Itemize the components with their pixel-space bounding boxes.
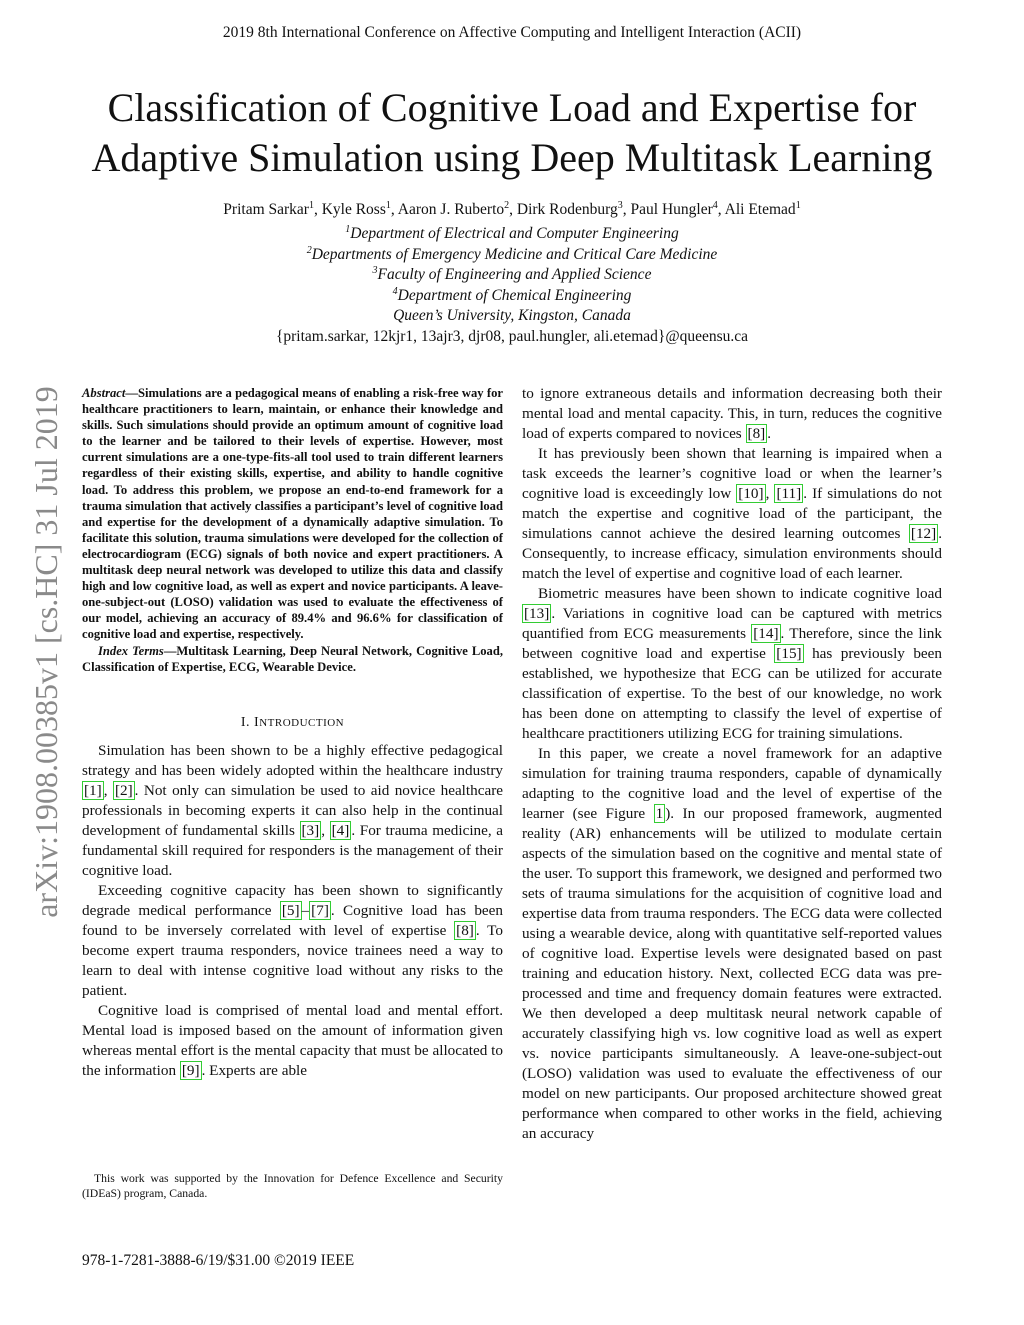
index-terms [82,643,503,675]
citation-link[interactable]: 1 [655,805,664,822]
affiliation-text: Department of Chemical Engineering [397,286,632,304]
affiliation-mark: 1 [345,223,351,235]
abstract [82,385,503,643]
citation-link[interactable]: [4] [331,821,350,839]
citation-link[interactable]: [2] [114,781,133,799]
section-number: I. [240,714,251,730]
author-affiliation-mark: 1 [385,199,391,211]
citation-link[interactable]: [5] [281,901,300,919]
citation-link[interactable]: [14] [753,625,779,642]
affiliation-line [0,224,1024,245]
funding-footnote: This work was supported by the Innovation for Defence Excellence and Security (IDEaS) program, Canada. [82,1172,503,1200]
body-paragraph: Exceeding cognitive capacity has been shown to significantly degrade medical performance [5] – [7] . Cognitive load has been found to be inversely correlated with level of expertise [8] . To become expert trauma responders, novice trainees need a way to learn to deal with intense cognitive load without any risks to the patient. [82,881,503,999]
affiliation-mark: 2 [306,244,312,256]
author-affiliation-mark: 4 [712,199,718,211]
citation-link[interactable]: [11] [776,485,802,502]
section-heading-introduction [82,715,503,731]
paper-title [40,83,984,183]
body-paragraph: to ignore extraneous details and information decreasing both their mental load and mental capacity. This, in turn, reduces the cognitive load of experts compared to novices [8] . [522,385,942,442]
citation-link[interactable]: [15] [776,645,802,662]
affiliation-mark: 4 [392,285,398,297]
author-name: Paul Hungler [630,201,713,218]
body-paragraph: Biometric measures have been shown to indicate cognitive load [13] . Variations in cognitive load can be captured with metrics quantified from ECG measurements [14] . Therefore, since the link between cognitive load and expertise [15] has previously been established, we hypothesize that ECG can be utilized for accurate classification of expertise. To the best of our knowledge, no work has been done on attempting to classify the level of expertise of healthcare practitioners utilizing ECG for training simulations. [522,585,943,742]
citation-link[interactable]: [10] [738,485,764,502]
conference-header: 2019 8th International Conference on Affective Computing and Intelligent Interaction (ACII) [222,24,802,41]
author-emails: {pritam.sarkar, 12kjr1, 13ajr3, djr08, paul.hungler, ali.etemad}@queensu.ca [275,327,749,345]
author-affiliation-mark: 1 [795,199,801,211]
author-affiliation-mark: 1 [308,199,314,211]
intro-right-text [522,384,942,1144]
body-paragraph: Cognitive load is comprised of mental load and mental effort. Mental load is imposed based on the amount of information given whereas mental effort is the mental capacity that must be allocated to the information [9] . Experts are able [82,1001,503,1079]
section-title-rest: NTRODUCTION [259,716,345,729]
citation-link[interactable]: [7] [311,901,329,919]
affiliation-line [0,245,1024,266]
author-affiliation-mark: 2 [504,199,510,211]
index-terms-label: Index Terms [98,643,164,658]
affiliations [0,224,1024,348]
author-name: Aaron J. Ruberto [397,201,505,218]
abstract-label: Abstract [82,386,126,400]
author-name: Kyle Ross [321,201,386,218]
index-terms-text: —Multitask Learning, Deep Neural Network, Cognitive Load, Classification of Expertise, ECG, Wearable Device. [82,643,503,674]
author-name: Pritam Sarkar [223,201,309,218]
citation-link[interactable]: [12] [910,525,937,542]
university: Queen’s University, Kingston, Canada [393,307,631,325]
body-paragraph: In this paper, we create a novel framework for an adaptive simulation for training trauma responders, capable of dynamically adapting to the cognitive load and the level of expertise of the learner (see Figure 1 ). In our proposed framework, augmented reality (AR) enhancements will be utilized to modulate certain aspects of the simulation based on the cognitive and mental state of the user. To support this framework, we designed and performed two sets of trauma simulations for the acquisition of cognitive load and expertise data from trauma responders. The ECG data were collected using a wearable device, along with quantitative self-reported values of cognitive load. Expertise levels were designated based on past training and education history. Next, collected ECG data was pre-processed and time and frequency domain features were extracted. We then developed a deep multitask neural network capable of accurately classifying high vs. low cognitive load as well as expert vs. novice participants simultaneously. A leave-one-subject-out (LOSO) validation was used to evaluate the effectiveness of our model on new participants. Our proposed architecture showed great performance when compared to other works in the field, achieving an accuracy [522,745,942,1142]
body-paragraph: It has previously been shown that learning is impaired when a task exceeds the learner’s cognitive load or when the learner’s cognitive load is exceedingly low [10] , [11] . If simulations do not match the expertise and cognitive load of the participant, the simulations cannot achieve the desired learning outcomes [12] . Consequently, to increase efficacy, simulation environments should match the level of expertise and cognitive load of each learner. [522,445,943,582]
body-paragraph: Simulation has been shown to be a highly effective pedagogical strategy and has been widely adopted within the healthcare industry [1] , [2] . Not only can simulation be used to aid novice healthcare professionals in becoming experts it can also help in the continual development of fundamental skills [3] , [4] . For trauma medicine, a fundamental skill required for responders is the management of their cognitive load. [82,741,504,879]
affiliation-line [0,265,1024,286]
left-column [82,385,503,1081]
affiliation-text: Department of Electrical and Computer Engineering [350,225,679,242]
citation-link[interactable]: [8] [456,921,474,939]
citation-link[interactable]: [8] [747,425,766,442]
author-name: Dirk Rodenburg [516,201,618,218]
right-column [522,384,942,1144]
citation-link[interactable]: [9] [181,1061,200,1079]
title-line-2: Adaptive Simulation using Deep Multitask Learning [91,135,933,180]
author-list: Pritam Sarkar$^1$, Kyle Ross$^1$, Aaron J. Ruberto$^2$, Dirk Rodenburg$^3$, Paul Hungler$^4$, Ali Etemad$^1$ [223,199,801,218]
author-affiliation-mark: 3 [617,199,623,211]
affiliation-text: Departments of Emergency Medicine and Critical Care Medicine [311,245,718,263]
citation-link[interactable]: [3] [301,821,320,839]
affiliation-text: Faculty of Engineering and Applied Science [377,266,652,284]
section-initial: I [254,714,260,730]
affiliation-line [0,286,1024,307]
affiliation-mark: 3 [372,265,378,277]
citation-link[interactable]: [1] [84,781,102,799]
abstract-text: —Simulations are a pedagogical means of enabling a risk-free way for healthcare practitioners to learn, maintain, or enhance their knowledge and skills. Such simulations should provide an optimum amount of cognitive load to the learner and be tailored to their levels of expertise. However, most current simulations are a one-type-fits-all tool used to train different learners regardless of their existing skills, expertise, and ability to handle cognitive load. To address this problem, we propose an end-to-end framework for a trauma simulation that actively classifies a participant’s level of cognitive load and expertise for the development of a dynamically adaptive simulation. To facilitate this solution, trauma simulations were developed for the collection of electrocardiogram (ECG) signals of both novice and expert practitioners. A multitask deep neural network was developed to utilize this data and classify high and low cognitive load, as well as expert and novice participants. A leave-one-subject-out (LOSO) validation was used to evaluate the effectiveness of our model, achieving an accuracy of 89.4% and 96.6% for classification of cognitive load and expertise, respectively. [82,386,503,642]
copyright-footer: 978-1-7281-3888-6/19/$31.00 ©2019 IEEE [82,1252,355,1269]
author-name: Ali Etemad [724,201,796,218]
citation-link[interactable]: [13] [524,605,550,622]
title-line-1: Classification of Cognitive Load and Expertise for [107,85,917,130]
arxiv-stamp: arXiv:1908.00385v1 [cs.HC] 31 Jul 2019 [28,386,64,918]
intro-left-text [82,741,503,1081]
